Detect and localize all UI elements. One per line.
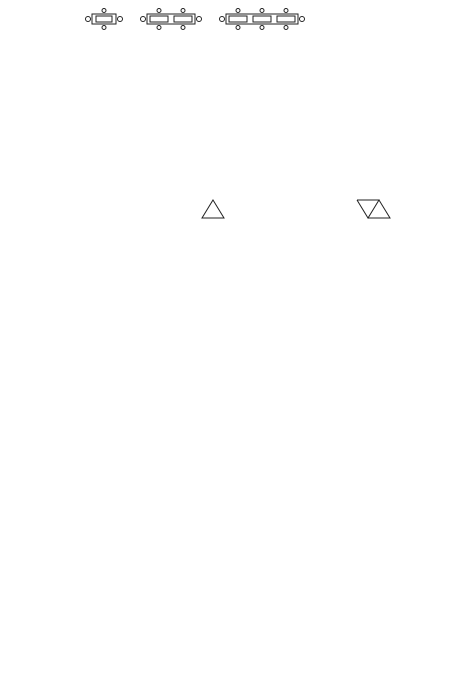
two-triangles-icon — [355, 198, 393, 220]
rhombus-triangle-figure — [18, 532, 318, 562]
grid-figures — [18, 297, 358, 365]
one-triangle-icon — [200, 198, 226, 220]
pyramid-figures — [18, 96, 218, 170]
triangle-sequence — [36, 420, 266, 430]
table-figures — [84, 8, 309, 30]
